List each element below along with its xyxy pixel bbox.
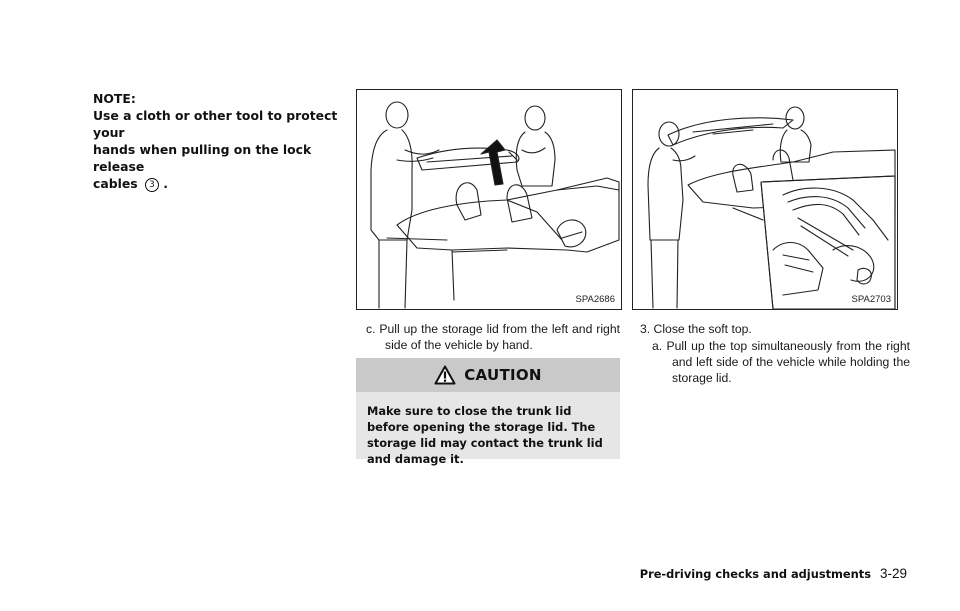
storage-lid-illustration-icon bbox=[357, 90, 621, 309]
caution-title: CAUTION bbox=[464, 366, 542, 384]
warning-triangle-icon bbox=[434, 365, 456, 385]
figure-code: SPA2686 bbox=[575, 294, 615, 305]
note-heading: NOTE: bbox=[93, 91, 136, 106]
soft-top-illustration-icon bbox=[633, 90, 897, 309]
figure-code: SPA2703 bbox=[851, 294, 891, 305]
note-line-3-text: cables bbox=[93, 176, 138, 191]
callout-number-icon: 3 bbox=[145, 178, 159, 192]
note-line-1: Use a cloth or other tool to protect your bbox=[93, 108, 338, 140]
step-a-text: a. Pull up the top simultaneously from the right and left side of the vehicle while holding the storage lid. bbox=[652, 339, 910, 385]
caution-header bbox=[356, 358, 620, 392]
footer-section-title: Pre-driving checks and adjustments bbox=[639, 567, 871, 581]
figure-storage-lid bbox=[356, 89, 622, 310]
step-c-text: c. Pull up the storage lid from the left and right side of the vehicle by hand. bbox=[366, 322, 620, 352]
note-line-2: hands when pulling on the lock release bbox=[93, 142, 312, 174]
note-line-3 bbox=[93, 175, 343, 192]
step-3-text: 3. Close the soft top. bbox=[640, 322, 752, 336]
caution-text: Make sure to close the trunk lid before opening the storage lid. The storage lid may contact the trunk lid and damage it. bbox=[367, 404, 603, 466]
note-line-3-end: . bbox=[163, 176, 168, 191]
caution-box bbox=[356, 358, 620, 466]
page-number: 3-29 bbox=[879, 566, 907, 581]
page-footer bbox=[640, 566, 907, 581]
note-block bbox=[93, 90, 343, 192]
figure-close-soft-top bbox=[632, 89, 898, 310]
